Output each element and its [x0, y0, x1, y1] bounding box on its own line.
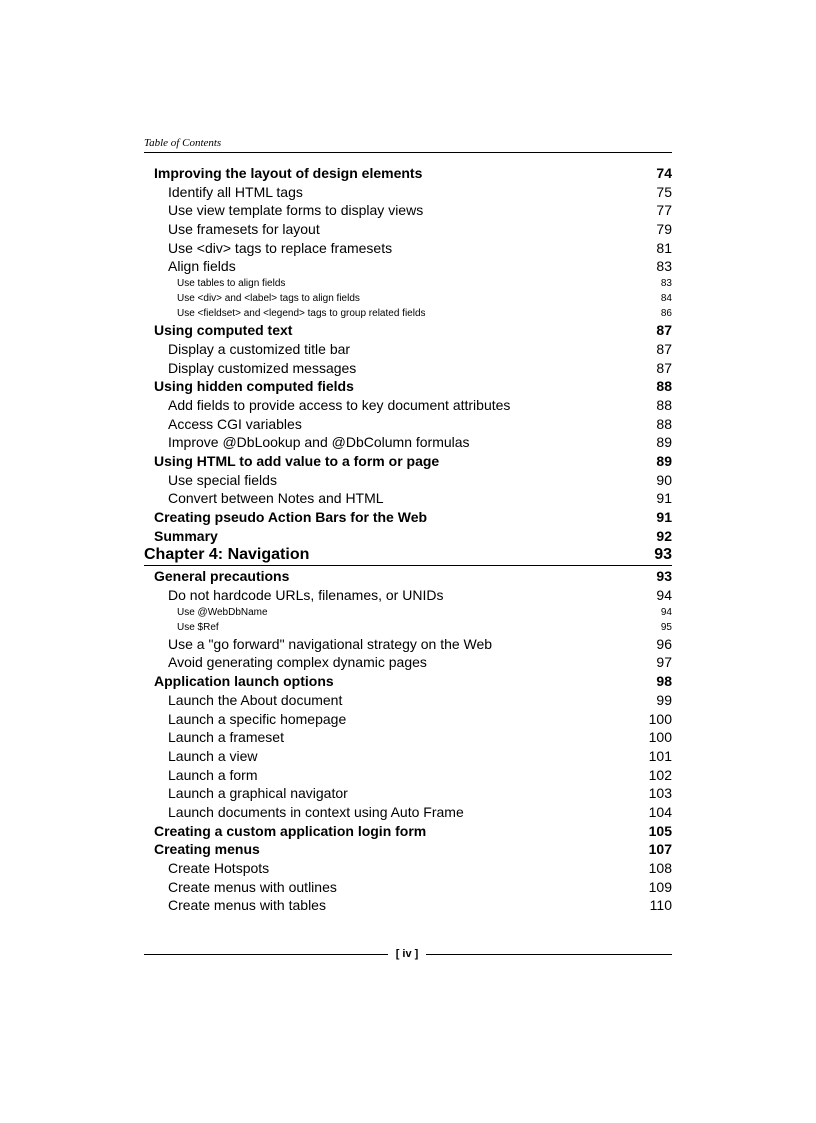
toc-entry-page: 100: [648, 729, 672, 746]
toc-entry-page: 97: [656, 654, 672, 671]
toc-entry-title: Create menus with tables: [168, 897, 326, 914]
footer-rule-right: [426, 954, 672, 955]
toc-entry: [144, 396, 672, 415]
toc-entry: [144, 183, 672, 202]
toc-entry-title: Creating a custom application login form: [154, 822, 427, 839]
toc-entry-page: 103: [648, 785, 672, 802]
toc-entry-page: 88: [656, 396, 672, 413]
toc-entry-title: Access CGI variables: [168, 415, 302, 432]
toc-entry-page: 95: [660, 621, 672, 633]
toc-entry-title: Use <div> tags to replace framesets: [168, 239, 393, 256]
toc-entry: [144, 567, 672, 586]
toc-entry-title: Creating menus: [154, 841, 260, 858]
toc-entry-title: Improve @DbLookup and @DbColumn formulas: [168, 434, 470, 451]
toc-entry-title: Use tables to align fields: [177, 278, 286, 290]
toc-entry: [144, 728, 672, 747]
toc-entry-title: Improving the layout of design elements: [154, 165, 423, 181]
toc-entry-title: Use <div> and <label> tags to align fields: [177, 293, 360, 305]
toc-entry-page: 86: [660, 308, 672, 320]
toc-entry: [144, 527, 672, 546]
toc-entry-page: 89: [656, 434, 672, 451]
toc-entry-title: Use view template forms to display views: [168, 202, 424, 219]
toc-entry-title: Do not hardcode URLs, filenames, or UNIDs: [168, 587, 444, 604]
toc-entry-page: 104: [648, 803, 672, 820]
toc-entry-page: 90: [656, 471, 672, 488]
toc-entry-title: Use <fieldset> and <legend> tags to group related fields: [177, 308, 426, 320]
toc-entry: [144, 784, 672, 803]
toc-entry: [144, 747, 672, 766]
toc-entry-title: Using computed text: [154, 322, 293, 339]
toc-entry-title: Use special fields: [168, 471, 277, 488]
toc-entry-page: 110: [649, 897, 672, 914]
toc-entry: [144, 489, 672, 508]
toc-entry-page: 91: [656, 509, 672, 525]
toc-entry: [144, 415, 672, 434]
toc-entry-page: 79: [656, 221, 672, 238]
toc-entry-title: Summary: [154, 527, 218, 544]
toc-entry-page: 84: [660, 293, 672, 305]
toc-entry-title: Using hidden computed fields: [154, 378, 354, 395]
toc-entry: [144, 452, 672, 471]
toc-entry-title: Launch a frameset: [168, 729, 284, 746]
toc-entry: [144, 766, 672, 785]
toc-entry: [144, 340, 672, 359]
running-header-title: Table of Contents: [144, 137, 222, 149]
toc-entry: [144, 291, 672, 306]
running-header: [144, 136, 672, 153]
toc-entry-title: Identify all HTML tags: [168, 183, 303, 200]
toc-entry: [144, 620, 672, 635]
toc-entry-page: 109: [648, 878, 672, 895]
toc-entry: [144, 710, 672, 729]
toc-entry: [144, 878, 672, 897]
toc-entry: [144, 605, 672, 620]
toc-entry-page: 102: [648, 766, 672, 783]
toc-entry-page: 77: [656, 202, 672, 219]
toc-entry-page: 74: [656, 165, 672, 181]
toc-entry-title: General precautions: [154, 568, 290, 585]
toc-entry: [144, 508, 672, 527]
toc-entry: [144, 896, 672, 915]
toc-entry: [144, 164, 672, 183]
toc-entry: [144, 306, 672, 321]
toc-entry: [144, 672, 672, 691]
toc-entry-title: Align fields: [168, 258, 236, 275]
toc-entry: [144, 471, 672, 490]
toc-entry: [144, 433, 672, 452]
toc-entry: [144, 220, 672, 239]
toc-entry-title: Create menus with outlines: [168, 878, 337, 895]
toc-entry-page: 83: [656, 258, 672, 275]
toc-entry-page: 92: [656, 527, 672, 544]
toc-entry: [144, 321, 672, 340]
toc-entry-title: Display a customized title bar: [168, 340, 351, 357]
toc-entry-title: Display customized messages: [168, 359, 357, 376]
toc-entry-title: Convert between Notes and HTML: [168, 490, 384, 507]
toc-entry-title: Launch documents in context using Auto Frame: [168, 803, 464, 820]
toc-entry-page: 93: [656, 568, 672, 585]
toc-entry: [144, 276, 672, 291]
toc-entry: [144, 377, 672, 396]
toc-entry-title: Application launch options: [154, 673, 334, 690]
toc-entry-page: 87: [656, 322, 672, 339]
toc-entry-title: Use $Ref: [177, 621, 219, 633]
toc-entry: [144, 653, 672, 672]
toc-entry: [144, 239, 672, 258]
toc-entry-page: 94: [656, 587, 672, 604]
toc-entry: [144, 859, 672, 878]
page-number: [ iv ]: [395, 948, 419, 960]
toc-entry-page: 75: [656, 183, 672, 200]
toc-entry-title: Launch a form: [168, 766, 258, 783]
toc-entry-title: Use @WebDbName: [177, 606, 268, 618]
toc-entry-page: 105: [648, 822, 672, 839]
toc-entry-page: 96: [656, 635, 672, 652]
toc-entry-page: 87: [656, 359, 672, 376]
toc-entry-title: Avoid generating complex dynamic pages: [168, 654, 427, 671]
toc-entry-page: 98: [656, 673, 672, 690]
toc-entry-title: Launch the About document: [168, 691, 343, 708]
toc-entry-page: 108: [648, 860, 672, 876]
toc-entry: [144, 691, 672, 710]
toc-entry-title: Add fields to provide access to key document attributes: [168, 396, 511, 413]
toc-entry-page: 83: [660, 278, 672, 290]
toc-entry-page: 94: [660, 606, 672, 618]
toc-entry-page: 88: [656, 378, 672, 395]
toc-entry-page: 101: [648, 747, 672, 764]
toc-entry: [144, 201, 672, 220]
toc-entry-title: Use a "go forward" navigational strategy on the Web: [168, 635, 493, 652]
page-footer: [144, 944, 672, 964]
toc-entry-page: 100: [648, 710, 672, 727]
toc-entry: [144, 840, 672, 859]
toc-entry-title: Launch a graphical navigator: [168, 785, 348, 802]
toc-entry-title: Launch a specific homepage: [168, 710, 347, 727]
toc-entry-title: Use framesets for layout: [168, 221, 320, 238]
toc-entry-page: 87: [656, 340, 672, 357]
toc-entry-page: 99: [656, 691, 672, 708]
toc-entry-page: 81: [656, 239, 672, 256]
toc-entry-title: Create Hotspots: [168, 860, 270, 876]
toc-entry: [144, 635, 672, 654]
toc-entry-page: 93: [654, 546, 672, 564]
table-of-contents: [144, 164, 672, 915]
toc-entry: [144, 586, 672, 605]
toc-entry: [144, 822, 672, 841]
toc-entry-page: 91: [656, 490, 672, 507]
toc-entry-title: Chapter 4: Navigation: [144, 546, 310, 564]
toc-entry-title: Launch a view: [168, 747, 258, 764]
toc-entry: [144, 803, 672, 822]
toc-chapter-entry: [144, 545, 672, 566]
toc-entry-title: Creating pseudo Action Bars for the Web: [154, 509, 428, 525]
toc-entry-page: 88: [656, 415, 672, 432]
footer-rule-left: [144, 954, 388, 955]
toc-entry-page: 107: [648, 841, 672, 858]
toc-entry-title: Using HTML to add value to a form or page: [154, 452, 440, 469]
toc-entry-page: 89: [656, 452, 672, 469]
toc-entry: [144, 257, 672, 276]
toc-entry: [144, 359, 672, 378]
